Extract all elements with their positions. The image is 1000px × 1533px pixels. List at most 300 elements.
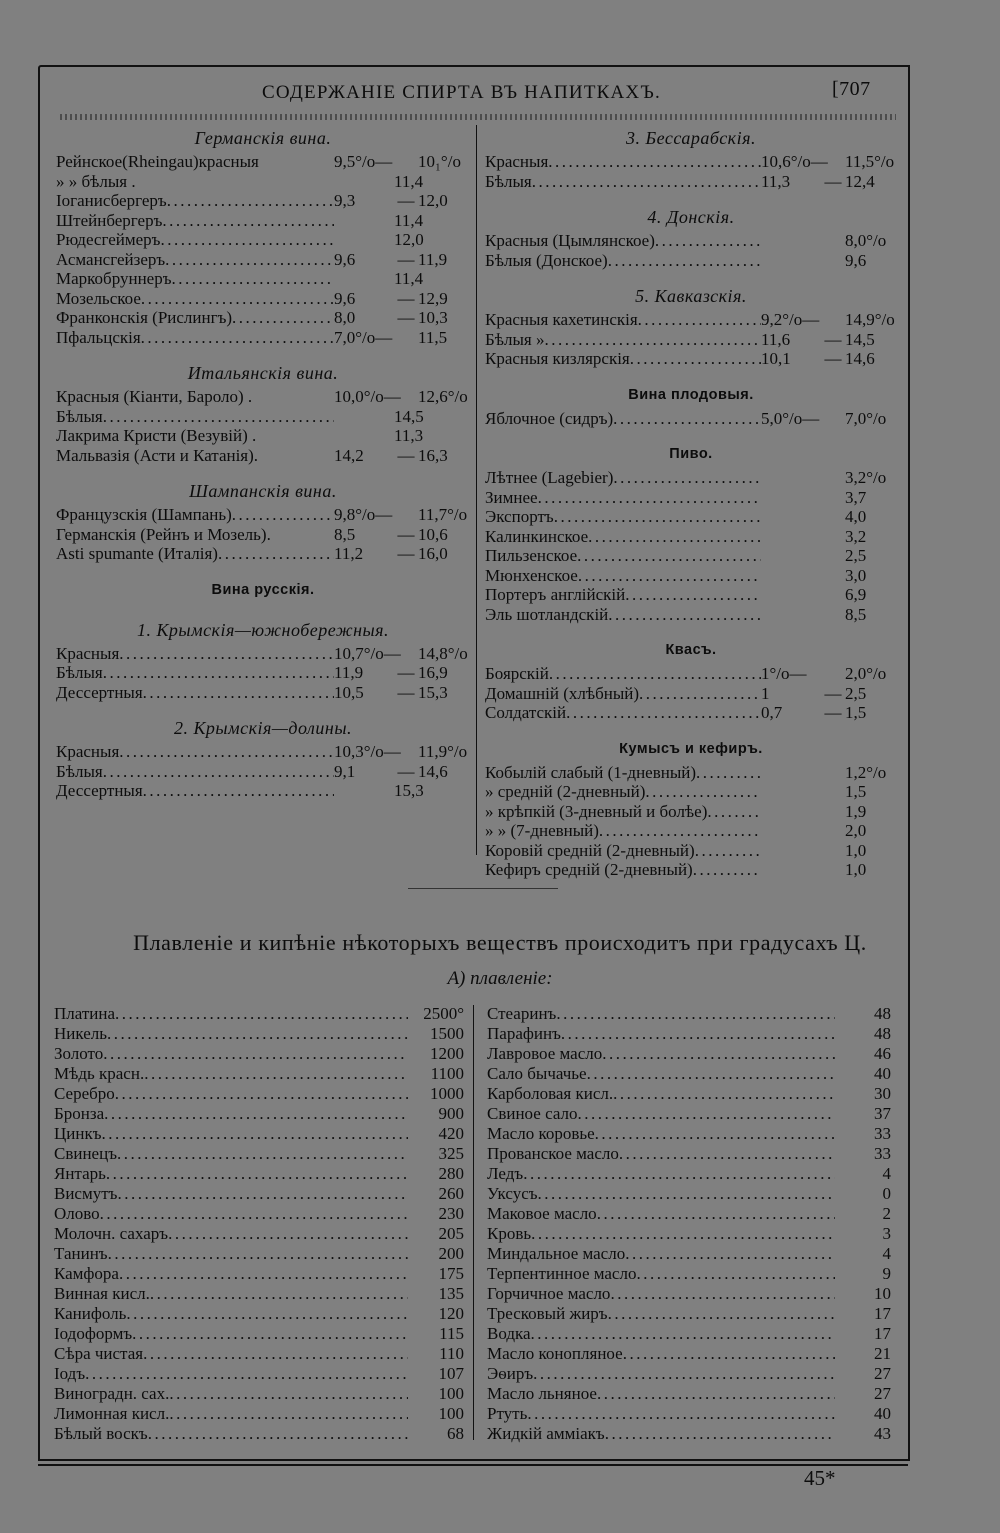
leader-dots (232, 308, 334, 328)
leader-dots (613, 409, 761, 429)
value-mid: — (397, 524, 415, 544)
substance-name: Масло коровье (487, 1124, 595, 1143)
beverage-name: » средній (2-дневный) (485, 782, 646, 801)
table-row (485, 585, 897, 605)
value-to: 14,9°/o (845, 310, 895, 329)
table-row (56, 152, 470, 172)
value-to: 10₁°/o (418, 152, 461, 171)
melting-title: Плавленіе и кипѣніе нѣкоторыхъ веществъ происходитъ при градусахъ Ц. (133, 930, 867, 955)
beverage-name: Портеръ англійскій (485, 585, 626, 604)
table-row (487, 1064, 891, 1084)
substance-name: Терпентинное масло (487, 1264, 637, 1283)
leader-dots (636, 1264, 835, 1284)
table-row (487, 1324, 891, 1344)
substance-name: Висмутъ (54, 1184, 118, 1203)
value-to: 9,6 (845, 250, 867, 270)
table-row (54, 1324, 464, 1344)
leader-dots (148, 1424, 408, 1444)
alcohol-value (334, 172, 470, 192)
table-row (56, 230, 470, 250)
value-mid: — (397, 288, 415, 308)
melting-point: 40 (874, 1064, 891, 1083)
value-mid: 12,0 (394, 230, 424, 249)
leader-dots (169, 1384, 408, 1404)
melting-point: 107 (438, 1364, 464, 1383)
alcohol-value (761, 468, 897, 488)
table-row (54, 1084, 464, 1104)
leader-dots (141, 328, 334, 348)
alcohol-value (761, 782, 897, 802)
leader-dots (625, 585, 761, 605)
melting-point: 280 (438, 1164, 464, 1183)
page-title: СОДЕРЖАНІЕ СПИРТА ВЪ НАПИТКАХЪ. (262, 82, 661, 103)
leader-dots (218, 544, 334, 564)
beverage-name: Кобылій слабый (1-дневный) (485, 762, 697, 782)
leader-dots (695, 841, 761, 861)
leader-dots (119, 1264, 408, 1284)
table-row (485, 330, 897, 350)
table-row (485, 527, 897, 547)
beverage-name: Боярскій (485, 664, 549, 683)
beverage-name: Коровій средній (2-дневный) (485, 840, 695, 860)
leader-dots (577, 546, 761, 566)
alcohol-value (761, 507, 897, 527)
ornamental-rule (60, 114, 896, 120)
substance-name: Водка (487, 1324, 531, 1343)
value-to: 16,0 (418, 544, 448, 563)
value-from: 8,0 (334, 308, 356, 327)
value-from: 11,6 (761, 329, 791, 349)
melting-point: 30 (874, 1084, 891, 1103)
value-to: 11,9 (418, 249, 448, 269)
alcohol-value (761, 409, 897, 429)
beverage-name: Штейнбергеръ (56, 210, 163, 230)
table-row (54, 1344, 464, 1364)
alcohol-value (334, 644, 470, 664)
table-row (485, 841, 897, 861)
leader-dots (533, 1364, 835, 1384)
value-to: 4,0 (845, 507, 867, 526)
melting-point: 200 (438, 1244, 464, 1263)
table-row (485, 231, 897, 251)
alcohol-value (334, 191, 470, 211)
table-row (54, 1124, 464, 1144)
leader-dots (625, 1244, 835, 1264)
leader-dots (117, 1184, 408, 1204)
table-row (485, 488, 897, 508)
substance-name: Молочн. сахаръ (54, 1224, 169, 1243)
value-to: 3,2°/o (845, 468, 887, 487)
value-from: 10,6°/o— (761, 152, 828, 171)
section-title: Вина плодовыя. (628, 386, 754, 403)
melting-point: 1200 (430, 1044, 464, 1063)
alcohol-value (761, 172, 897, 192)
substance-name: Канифоль (54, 1304, 127, 1323)
section-title: Германскія вина. (194, 128, 332, 148)
value-to: 16,3 (418, 445, 448, 465)
value-to: 8,5 (845, 604, 867, 624)
melting-point: 27 (874, 1364, 891, 1383)
beverage-name: Красныя (485, 152, 549, 171)
leader-dots (613, 468, 761, 488)
leader-dots (115, 1004, 408, 1024)
substance-name: Янтарь (54, 1164, 106, 1183)
table-row (54, 1004, 464, 1024)
leader-dots (561, 1024, 835, 1044)
beverage-name: Яблочное (сидръ) (485, 408, 614, 428)
melting-point: 205 (438, 1224, 464, 1243)
beverage-name: Мозельское (56, 288, 141, 308)
value-to: 12,6°/o (418, 387, 468, 406)
value-to: 1,9 (845, 801, 867, 821)
table-row (487, 1084, 891, 1104)
leader-dots (165, 250, 334, 270)
table-row (485, 349, 897, 369)
section-title: 1. Крымскія—южнобережныя. (136, 619, 390, 640)
melting-point: 1100 (430, 1064, 464, 1083)
value-from: 11,9 (334, 663, 364, 682)
substance-name: Бронза (54, 1104, 105, 1123)
beverage-name: Красныя (56, 643, 120, 663)
value-from: 11,3 (761, 171, 791, 191)
value-mid: 11,4 (394, 269, 424, 288)
value-to: 11,5°/o (845, 152, 895, 171)
section-title: Шампанскія вина. (189, 481, 337, 501)
beverage-name: Дессертныя (56, 781, 143, 800)
value-to: 14,8°/o (418, 643, 468, 663)
melting-point: 175 (438, 1264, 464, 1283)
table-row (56, 644, 470, 664)
table-row (485, 310, 897, 330)
beverage-name: Солдатскій (485, 703, 567, 722)
leader-dots (85, 1364, 408, 1384)
melting-point: 3 (882, 1224, 891, 1243)
leader-dots (143, 1344, 408, 1364)
table-row (56, 191, 470, 211)
value-mid: — (824, 683, 842, 703)
alcohol-value (334, 328, 470, 348)
melting-point: 4 (882, 1244, 891, 1263)
leader-dots (578, 1104, 836, 1124)
leader-dots (108, 1244, 408, 1264)
table-row (54, 1144, 464, 1164)
value-from: 10,0°/o— (334, 387, 401, 406)
alcohol-value (761, 330, 897, 350)
leader-dots (527, 1404, 835, 1424)
value-to: 3,7 (845, 487, 867, 507)
leader-dots (538, 1184, 835, 1204)
alcohol-value (334, 525, 470, 545)
substance-name: Виноградн. сах. (54, 1384, 170, 1403)
page-header (40, 78, 906, 110)
leader-dots (141, 289, 334, 309)
value-from: 9,5°/o— (334, 152, 393, 171)
melting-point: 40 (874, 1404, 891, 1423)
melting-point: 900 (438, 1104, 464, 1123)
alcohol-value (334, 544, 470, 564)
table-row (54, 1024, 464, 1044)
alcohol-value (761, 527, 897, 547)
table-row (485, 684, 897, 704)
table-row (487, 1284, 891, 1304)
melting-point: 2 (882, 1204, 891, 1223)
value-mid: 14,5 (394, 406, 424, 426)
page-number: [707 (832, 78, 871, 100)
value-from: 1 (761, 683, 770, 703)
leader-dots (588, 527, 761, 547)
bottom-rule (38, 1464, 908, 1466)
value-from: 11,2 (334, 544, 364, 563)
leader-dots (168, 1224, 408, 1244)
alcohol-value (761, 488, 897, 508)
leader-dots (696, 763, 761, 783)
value-to: 7,0°/o (845, 408, 887, 428)
alcohol-value (761, 684, 897, 704)
melting-point: 120 (438, 1304, 464, 1323)
table-row (487, 1344, 891, 1364)
alcohol-value (334, 250, 470, 270)
value-mid: — (397, 761, 415, 781)
table-row (485, 172, 897, 192)
beverage-name: Экспортъ (485, 507, 554, 526)
section-gap (485, 369, 897, 381)
value-mid: 15,3 (394, 781, 424, 800)
value-to: 12,4 (845, 171, 875, 191)
value-mid: 11,4 (394, 210, 424, 230)
substance-name: Серебро (54, 1084, 115, 1103)
melting-point: 2500° (423, 1004, 464, 1023)
substance-name: Золото (54, 1044, 104, 1063)
section-title: Квасъ. (665, 642, 717, 658)
leader-dots (707, 802, 761, 822)
leader-dots (103, 407, 334, 427)
value-mid: — (397, 445, 415, 465)
leader-dots (117, 1144, 408, 1164)
leader-dots (103, 663, 334, 683)
section-title: Итальянскія вина. (187, 363, 339, 383)
melting-point: 230 (438, 1204, 464, 1223)
beverage-name: Маркобруннеръ (56, 269, 172, 288)
alcohol-value (334, 407, 470, 427)
alcohol-value (334, 308, 470, 328)
column-divider (476, 125, 477, 855)
value-mid: — (397, 544, 415, 563)
leader-dots (587, 1064, 835, 1084)
table-row (485, 763, 897, 783)
melting-right-column (487, 1004, 891, 1444)
beverage-name: » крѣпкій (3-дневный и болѣе) (485, 801, 708, 821)
section-gap (485, 624, 897, 636)
value-to: 11,7°/o (418, 505, 468, 524)
table-row (56, 308, 470, 328)
beverage-name: Кефиръ средній (2-дневный) (485, 860, 693, 879)
table-row (54, 1364, 464, 1384)
substance-name: Ледъ (487, 1164, 524, 1183)
value-to: 1,5 (845, 782, 867, 801)
table-row (56, 250, 470, 270)
leader-dots (103, 1044, 408, 1064)
leader-dots (638, 310, 761, 330)
leader-dots (100, 1204, 408, 1224)
melting-point: 9 (882, 1264, 891, 1283)
substance-name: Эѳиръ (487, 1364, 534, 1383)
leader-dots (610, 1284, 835, 1304)
table-row (487, 1224, 891, 1244)
value-mid: — (397, 663, 415, 682)
value-to: 2,0°/o (845, 664, 887, 683)
value-from: 10,7°/o— (334, 643, 401, 663)
beverage-name: Эль шотландскій (485, 604, 609, 624)
leader-dots (538, 488, 761, 508)
substance-name: Стеаринъ (487, 1004, 557, 1023)
substance-name: Никель (54, 1024, 107, 1043)
alcohol-left-column (56, 124, 470, 801)
leader-dots (599, 821, 761, 841)
melting-point: 1000 (430, 1084, 464, 1103)
substance-name: Сало бычачье (487, 1064, 587, 1083)
beverage-name: Лѣтнее (Lagebier) (485, 468, 614, 487)
beverage-name: Бѣлыя (56, 761, 103, 781)
alcohol-value (761, 860, 897, 880)
alcohol-value (761, 605, 897, 625)
leader-dots (162, 211, 334, 231)
alcohol-right-column (485, 124, 897, 880)
beverage-name: Красныя (56, 742, 120, 761)
beverage-name: Іоганисбергеръ (56, 191, 167, 210)
beverage-name: Германскія (Рейнъ и Мозель). (56, 524, 271, 544)
beverage-name: Бѣлыя (56, 406, 103, 426)
alcohol-value (761, 231, 897, 251)
value-to: 14,5 (845, 329, 875, 349)
leader-dots (106, 1164, 408, 1184)
value-to: 14,6 (845, 349, 875, 368)
beverage-name: Зимнее (485, 487, 538, 507)
alcohol-value (334, 387, 470, 407)
table-row (487, 1124, 891, 1144)
leader-dots (566, 703, 761, 723)
melting-point: 100 (438, 1404, 464, 1423)
beverage-name: Французскія (Шампань) (56, 505, 232, 524)
leader-dots (531, 1324, 835, 1344)
substance-name: Іодъ (54, 1364, 86, 1383)
melting-point: 260 (438, 1184, 464, 1203)
table-row (54, 1064, 464, 1084)
beverage-name: Рюдесгеймеръ (56, 230, 161, 249)
alcohol-value (761, 763, 897, 783)
table-row (485, 546, 897, 566)
table-row (56, 781, 470, 801)
substance-name: Масло конопляное (487, 1344, 623, 1363)
value-to: 12,0 (418, 191, 448, 210)
section-gap (485, 270, 897, 282)
leader-dots (608, 1304, 835, 1324)
leader-dots (167, 191, 334, 211)
beverage-name: Калинкинское (485, 526, 589, 546)
value-from: 1°/o— (761, 664, 807, 683)
section-title: 5. Кавказскія. (635, 286, 747, 306)
alcohol-value (334, 230, 470, 250)
table-row (54, 1264, 464, 1284)
substance-name: Сѣра чистая (54, 1344, 144, 1363)
beverage-name: Бѣлыя (485, 171, 532, 191)
table-row (487, 1304, 891, 1324)
value-from: 0,7 (761, 703, 783, 722)
value-from: 9,1 (334, 761, 356, 781)
beverage-name: Красныя (Кіанти, Бароло) . (56, 387, 253, 406)
alcohol-value (334, 742, 470, 762)
leader-dots (103, 762, 334, 782)
leader-dots (119, 644, 334, 664)
value-to: 2,5 (845, 546, 867, 565)
leader-dots (160, 230, 334, 250)
section-title: 2. Крымскія—долины. (173, 718, 353, 738)
leader-dots (115, 1084, 408, 1104)
table-row (56, 525, 470, 545)
value-to: 1,0 (845, 840, 867, 860)
beverage-name: Мюнхенское (485, 565, 578, 585)
value-mid: — (824, 703, 842, 722)
substance-name: Тресковый жиръ (487, 1304, 608, 1323)
alcohol-value (334, 505, 470, 525)
table-row (485, 664, 897, 684)
table-row (56, 663, 470, 683)
leader-dots (602, 1044, 835, 1064)
beverage-name: Лакрима Кристи (Везувій) . (56, 426, 257, 445)
table-row (485, 507, 897, 527)
melting-point: 48 (874, 1024, 891, 1043)
table-row (54, 1224, 464, 1244)
melting-point: 135 (438, 1284, 464, 1303)
melting-point: 21 (874, 1344, 891, 1363)
alcohol-value (334, 683, 470, 703)
signature-mark: 45* (804, 1466, 836, 1490)
leader-dots (554, 507, 761, 527)
melting-point: 68 (447, 1424, 464, 1443)
beverage-name: Дессертныя (56, 682, 143, 702)
leader-dots (107, 1024, 408, 1044)
value-from: 5,0°/o— (761, 408, 820, 428)
table-row (487, 1384, 891, 1404)
substance-name: Масло льняное (487, 1384, 597, 1403)
alcohol-value (334, 269, 470, 289)
leader-dots (531, 1224, 835, 1244)
table-row (487, 1004, 891, 1024)
value-mid: — (824, 171, 842, 191)
table-row (487, 1164, 891, 1184)
table-row (485, 860, 897, 880)
alcohol-value (761, 821, 897, 841)
leader-dots (608, 605, 761, 625)
table-row (54, 1044, 464, 1064)
leader-dots (104, 1104, 408, 1124)
value-mid: — (397, 191, 415, 210)
leader-dots (143, 781, 334, 801)
section-gap (56, 465, 470, 477)
substance-name: Ртуть (487, 1404, 528, 1423)
table-row (56, 211, 470, 231)
melting-point: 110 (439, 1344, 464, 1363)
beverage-name: Мальвазія (Асти и Катанія). (56, 445, 259, 465)
table-row (54, 1104, 464, 1124)
value-mid: — (824, 329, 842, 349)
value-from: 10,1 (761, 349, 791, 368)
table-row (487, 1424, 891, 1444)
alcohol-value (334, 211, 470, 231)
table-row (485, 703, 897, 723)
substance-name: Прованское масло (487, 1144, 619, 1163)
leader-dots (544, 330, 761, 350)
value-from: 14,2 (334, 445, 364, 465)
